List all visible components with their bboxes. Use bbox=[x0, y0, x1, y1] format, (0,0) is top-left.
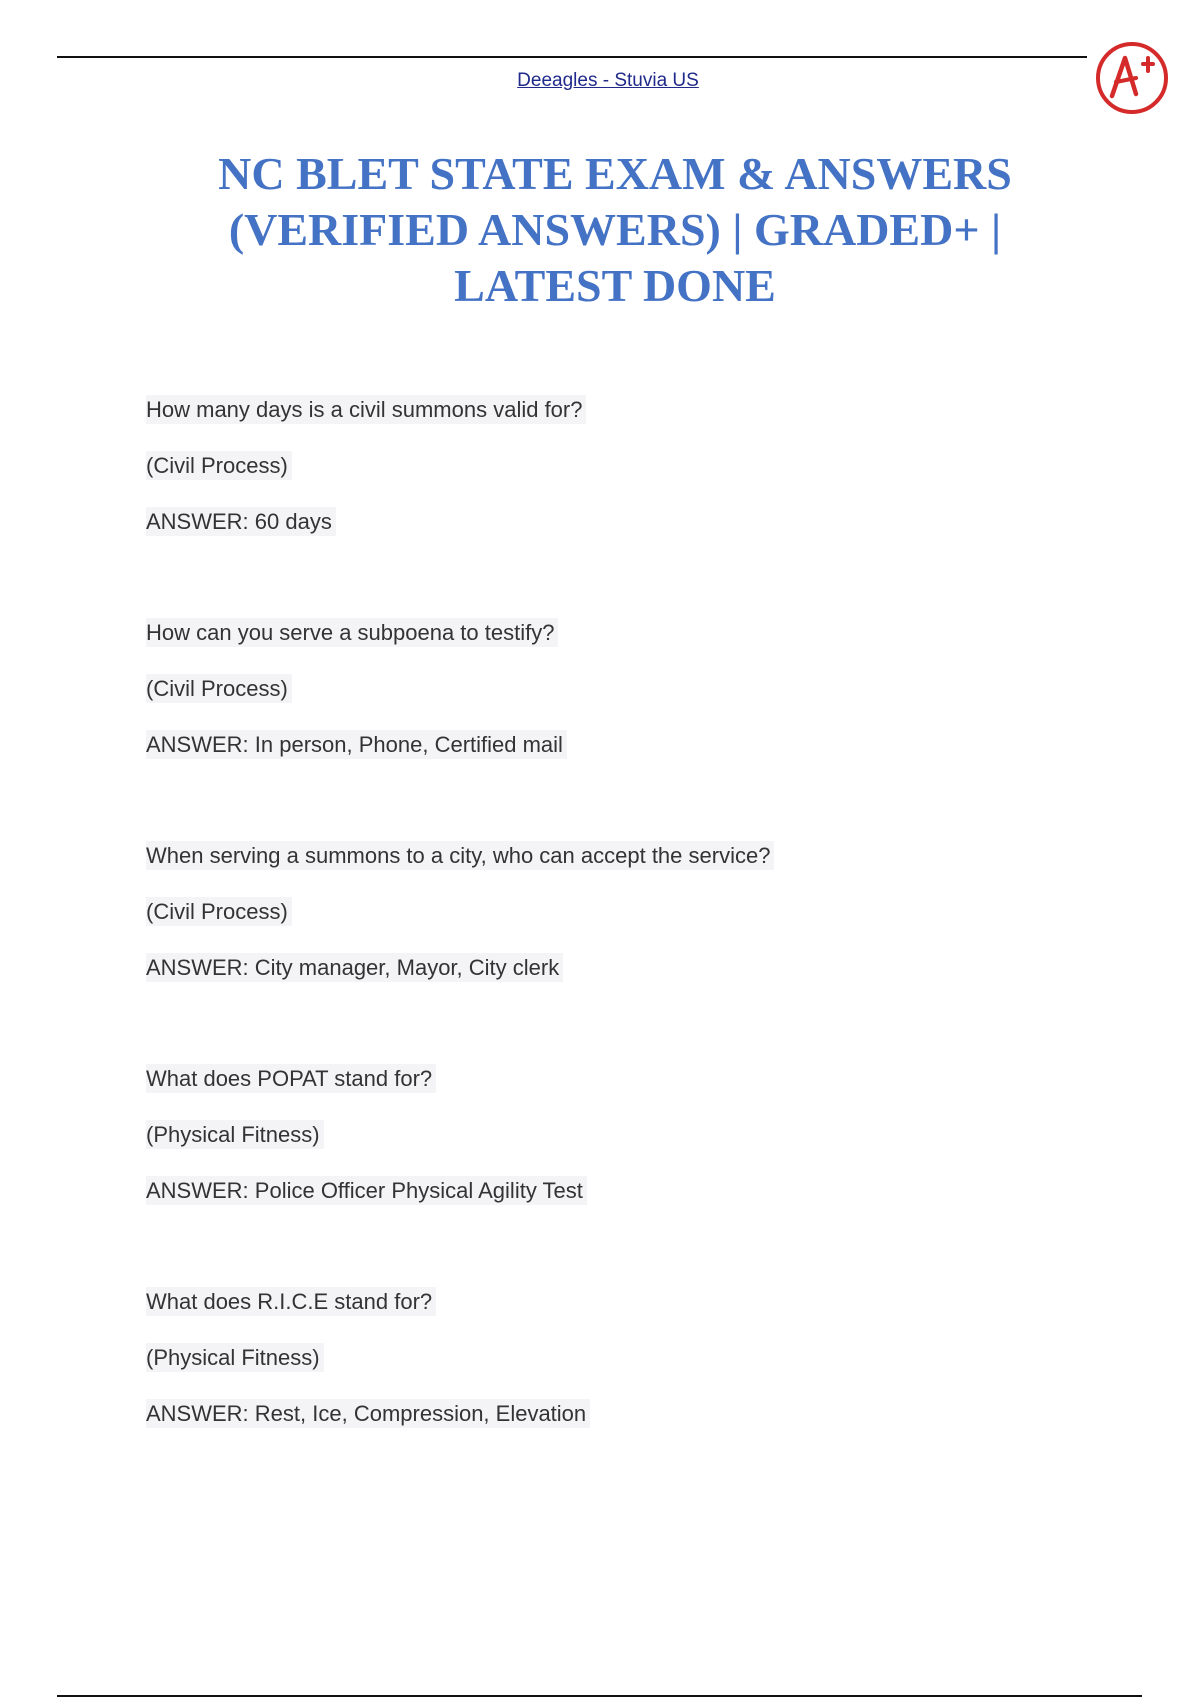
question-item bbox=[146, 390, 1146, 613]
question-list bbox=[146, 390, 1146, 1505]
question-answer: ANSWER: Rest, Ice, Compression, Elevation bbox=[146, 1394, 1146, 1450]
a-plus-grade-icon bbox=[1092, 38, 1172, 118]
question-category: (Physical Fitness) bbox=[146, 1115, 1146, 1171]
header-rule bbox=[57, 56, 1087, 58]
question-answer: ANSWER: Police Officer Physical Agility Test bbox=[146, 1171, 1146, 1227]
title-line: NC BLET STATE EXAM & ANSWERS bbox=[218, 148, 1012, 199]
question-category: (Physical Fitness) bbox=[146, 1338, 1146, 1394]
question-text: What does POPAT stand for? bbox=[146, 1059, 1146, 1115]
question-text: When serving a summons to a city, who can accept the service? bbox=[146, 836, 1146, 892]
question-category: (Civil Process) bbox=[146, 669, 1146, 725]
document-title bbox=[150, 146, 1080, 314]
title-line: (VERIFIED ANSWERS) | GRADED+ | bbox=[228, 204, 1002, 255]
question-text: How can you serve a subpoena to testify? bbox=[146, 613, 1146, 669]
question-answer: ANSWER: 60 days bbox=[146, 502, 1146, 558]
question-text: What does R.I.C.E stand for? bbox=[146, 1282, 1146, 1338]
question-category: (Civil Process) bbox=[146, 446, 1146, 502]
question-item bbox=[146, 613, 1146, 836]
question-item bbox=[146, 1282, 1146, 1505]
question-answer: ANSWER: In person, Phone, Certified mail bbox=[146, 725, 1146, 781]
question-item bbox=[146, 1059, 1146, 1282]
question-answer: ANSWER: City manager, Mayor, City clerk bbox=[146, 948, 1146, 1004]
question-text: How many days is a civil summons valid for? bbox=[146, 390, 1146, 446]
title-line: LATEST DONE bbox=[454, 260, 776, 311]
footer-rule bbox=[57, 1695, 1142, 1697]
source-link[interactable]: Deeagles - Stuvia US bbox=[517, 70, 699, 91]
question-item bbox=[146, 836, 1146, 1059]
question-category: (Civil Process) bbox=[146, 892, 1146, 948]
